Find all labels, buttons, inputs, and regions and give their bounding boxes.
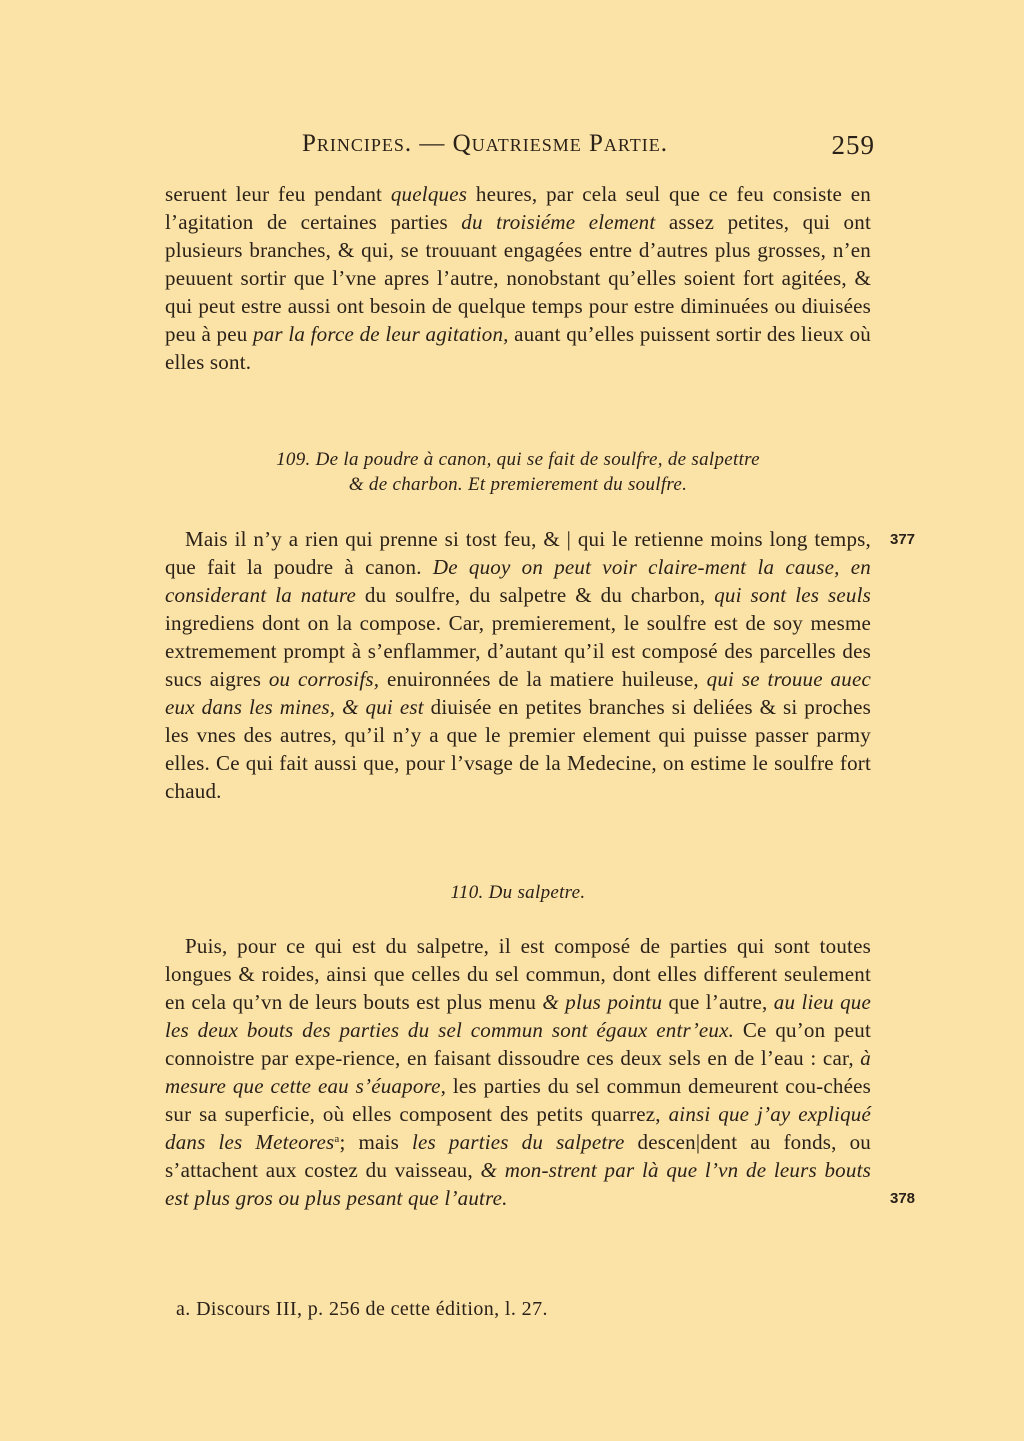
section-heading-109 bbox=[165, 447, 871, 497]
text-run: du soulfre, du salpetre & du charbon, bbox=[356, 583, 715, 607]
running-head bbox=[160, 130, 875, 166]
italic-run: quelques bbox=[390, 182, 468, 206]
footnote: a. Discours III, p. 256 de cette édition, l. 27. bbox=[176, 1298, 548, 1320]
italic-run: qui sont les seuls bbox=[714, 583, 871, 607]
paragraph-109 bbox=[165, 525, 871, 805]
footnote-marker: a bbox=[334, 1133, 340, 1145]
italic-run: par la force de leur agitation, bbox=[253, 322, 509, 346]
text-run: ; mais bbox=[339, 1130, 412, 1154]
text-run: Ce qu’on peut connoistre par expe-rience, en faisant dissoudre ces deux sels en de l’eau : car, bbox=[165, 1018, 872, 1070]
text-run: ingrediens dont on la compose. Car, premierement, le soulfre est de soy mesme extremement prompt à s’enflammer, d’autant qu’il est composé des parcelles des sucs aigres bbox=[165, 611, 871, 691]
heading-line: 110. Du salpetre. bbox=[450, 882, 586, 903]
italic-run: qui se trouue auec eux dans les mines, & qui est bbox=[165, 667, 871, 719]
text-run: seruent leur feu pendant bbox=[165, 182, 391, 206]
running-title: Principes. — Quatriesme Partie. bbox=[302, 130, 669, 157]
text-run: diuisée en petites branches si deliées & si proches les vnes des autres, qu’il n’y a que le premier element qui puisse passer parmy elles. Ce qui fait aussi que, pour l’vsage de la Medecine, on estime le soulfre fort chaud. bbox=[165, 695, 871, 803]
text-run: les parties du sel commun demeurent cou-chées sur sa superficie, où elles composent des petits quarrez, bbox=[165, 1074, 871, 1126]
italic-run: du troisiéme element bbox=[461, 210, 656, 234]
heading-line: & de charbon. Et premierement du soulfre. bbox=[348, 474, 688, 495]
section-heading-110 bbox=[165, 880, 871, 905]
text-run: heures, par cela seul que ce feu consiste en l’agitation de certaines parties bbox=[165, 182, 871, 234]
italic-run: les parties du salpetre bbox=[411, 1130, 625, 1154]
text-run: enuironnées de la matiere huileuse, bbox=[379, 667, 707, 691]
text-run: Mais il n’y a rien qui prenne si tost feu, & | qui le retienne moins long temps, que fait la poudre à canon. bbox=[165, 527, 871, 579]
page-number: 259 bbox=[831, 130, 875, 160]
italic-run: ainsi que j’ay expliqué dans les Meteores bbox=[165, 1102, 871, 1154]
text-run: assez petites, qui ont plusieurs branches, & qui, se trouuant engagées entre d’autres plus grosses, n’en peuuent sortir que l’vne apres l’autre, nonobstant qu’elles soient fort agitées, & qui peut estre aussi ont besoin de quelque temps pour estre diminuées ou diuisées peu à peu bbox=[165, 210, 871, 346]
text-run: auant qu’elles puissent sortir des lieux où elles sont. bbox=[165, 322, 872, 374]
paragraph-110 bbox=[165, 932, 871, 1212]
text-run: descen|dent au fonds, ou s’attachent aux costez du vaisseau, bbox=[165, 1130, 871, 1182]
italic-run: De quoy on peut voir claire-ment la cause, en considerant la nature bbox=[165, 555, 871, 607]
heading-line: 109. De la poudre à canon, qui se fait de soulfre, de salpettre bbox=[276, 449, 760, 470]
margin-number-378: 378 bbox=[890, 1190, 916, 1207]
italic-run: à mesure que cette eau s’éuapore, bbox=[165, 1046, 871, 1098]
italic-run: & mon-strent par là que l’vn de leurs bouts est plus gros ou plus pesant que l’autre. bbox=[165, 1158, 871, 1210]
margin-number-377: 377 bbox=[890, 531, 916, 548]
italic-run: au lieu que les deux bouts des parties du sel commun sont égaux entr’eux. bbox=[165, 990, 871, 1042]
italic-run: & plus pointu bbox=[542, 990, 663, 1014]
text-run: Puis, pour ce qui est du salpetre, il est composé de parties qui sont toutes longues & roides, ainsi que celles du sel commun, dont elles different seulement en cela qu’vn de leurs bouts est plus menu bbox=[165, 934, 871, 1014]
paragraph-continuation bbox=[165, 180, 871, 376]
text-run: que l’autre, bbox=[662, 990, 774, 1014]
italic-run: ou corrosifs, bbox=[268, 667, 380, 691]
